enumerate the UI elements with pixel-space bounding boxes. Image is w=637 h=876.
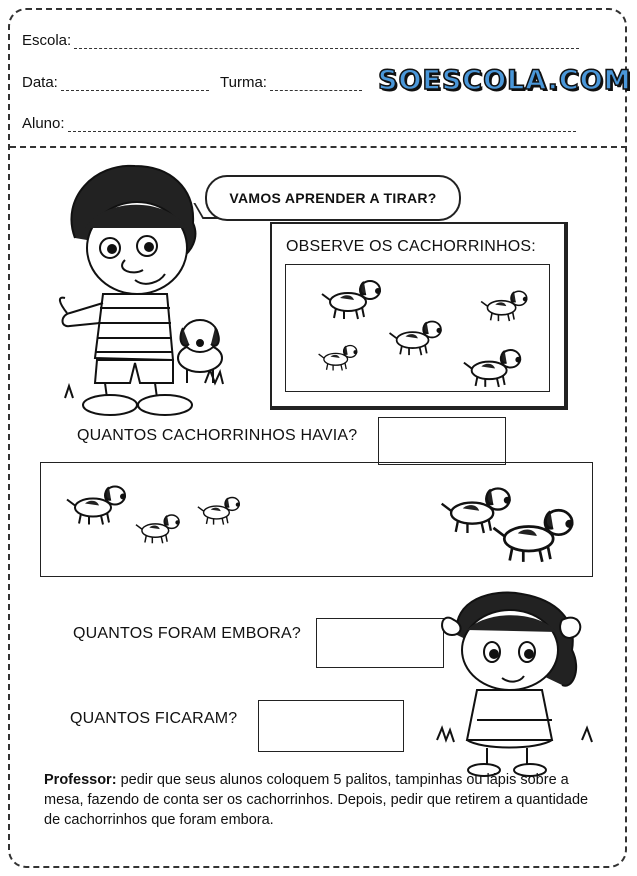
class-label: Turma: xyxy=(220,74,267,91)
girl-illustration xyxy=(432,590,604,780)
header-divider xyxy=(10,146,627,148)
school-input-line[interactable] xyxy=(74,36,579,49)
student-label: Aluno: xyxy=(22,115,65,132)
answer-box-left[interactable] xyxy=(316,618,444,668)
question-how-many-remaining: QUANTOS FICARAM? xyxy=(70,710,238,727)
speech-bubble xyxy=(205,175,461,221)
teacher-note-text: pedir que seus alunos coloquem 5 palitos, tampinhas ou lápis sobre a mesa, fazendo de conta ser os cachorrinhos. Depois, pedir que retirem a quantidade de cachorrinhos que foram embora. xyxy=(44,772,589,828)
dog-icon xyxy=(318,276,388,321)
dog-icon xyxy=(133,494,185,562)
boy-illustration xyxy=(55,158,230,420)
teacher-note xyxy=(44,770,604,830)
speech-bubble-text: VAMOS APRENDER A TIRAR? xyxy=(229,190,437,206)
class-field xyxy=(220,74,362,91)
panel-title: OBSERVE OS CACHORRINHOS: xyxy=(286,238,536,255)
dog-icon xyxy=(488,500,583,568)
date-label: Data: xyxy=(22,74,58,91)
class-input-line[interactable] xyxy=(270,78,362,91)
question-how-many-before: QUANTOS CACHORRINHOS HAVIA? xyxy=(77,427,358,444)
question-how-many-left: QUANTOS FORAM EMBORA? xyxy=(73,625,301,642)
site-logo: SOESCOLA.COM xyxy=(378,65,632,96)
dog-icon xyxy=(386,316,448,358)
dog-icon xyxy=(460,345,528,389)
date-field xyxy=(22,74,209,91)
school-label: Escola: xyxy=(22,32,72,49)
date-input-line[interactable] xyxy=(61,78,209,91)
answer-box-remaining[interactable] xyxy=(258,700,404,752)
student-input-line[interactable] xyxy=(68,119,576,132)
dog-icon xyxy=(63,474,133,534)
student-field xyxy=(22,115,576,132)
answer-box-before[interactable] xyxy=(378,417,506,465)
dog-icon xyxy=(195,470,245,550)
dog-icon xyxy=(316,328,362,386)
dog-icon xyxy=(478,280,533,330)
school-field xyxy=(22,32,579,49)
teacher-note-label: Professor: xyxy=(44,772,117,788)
